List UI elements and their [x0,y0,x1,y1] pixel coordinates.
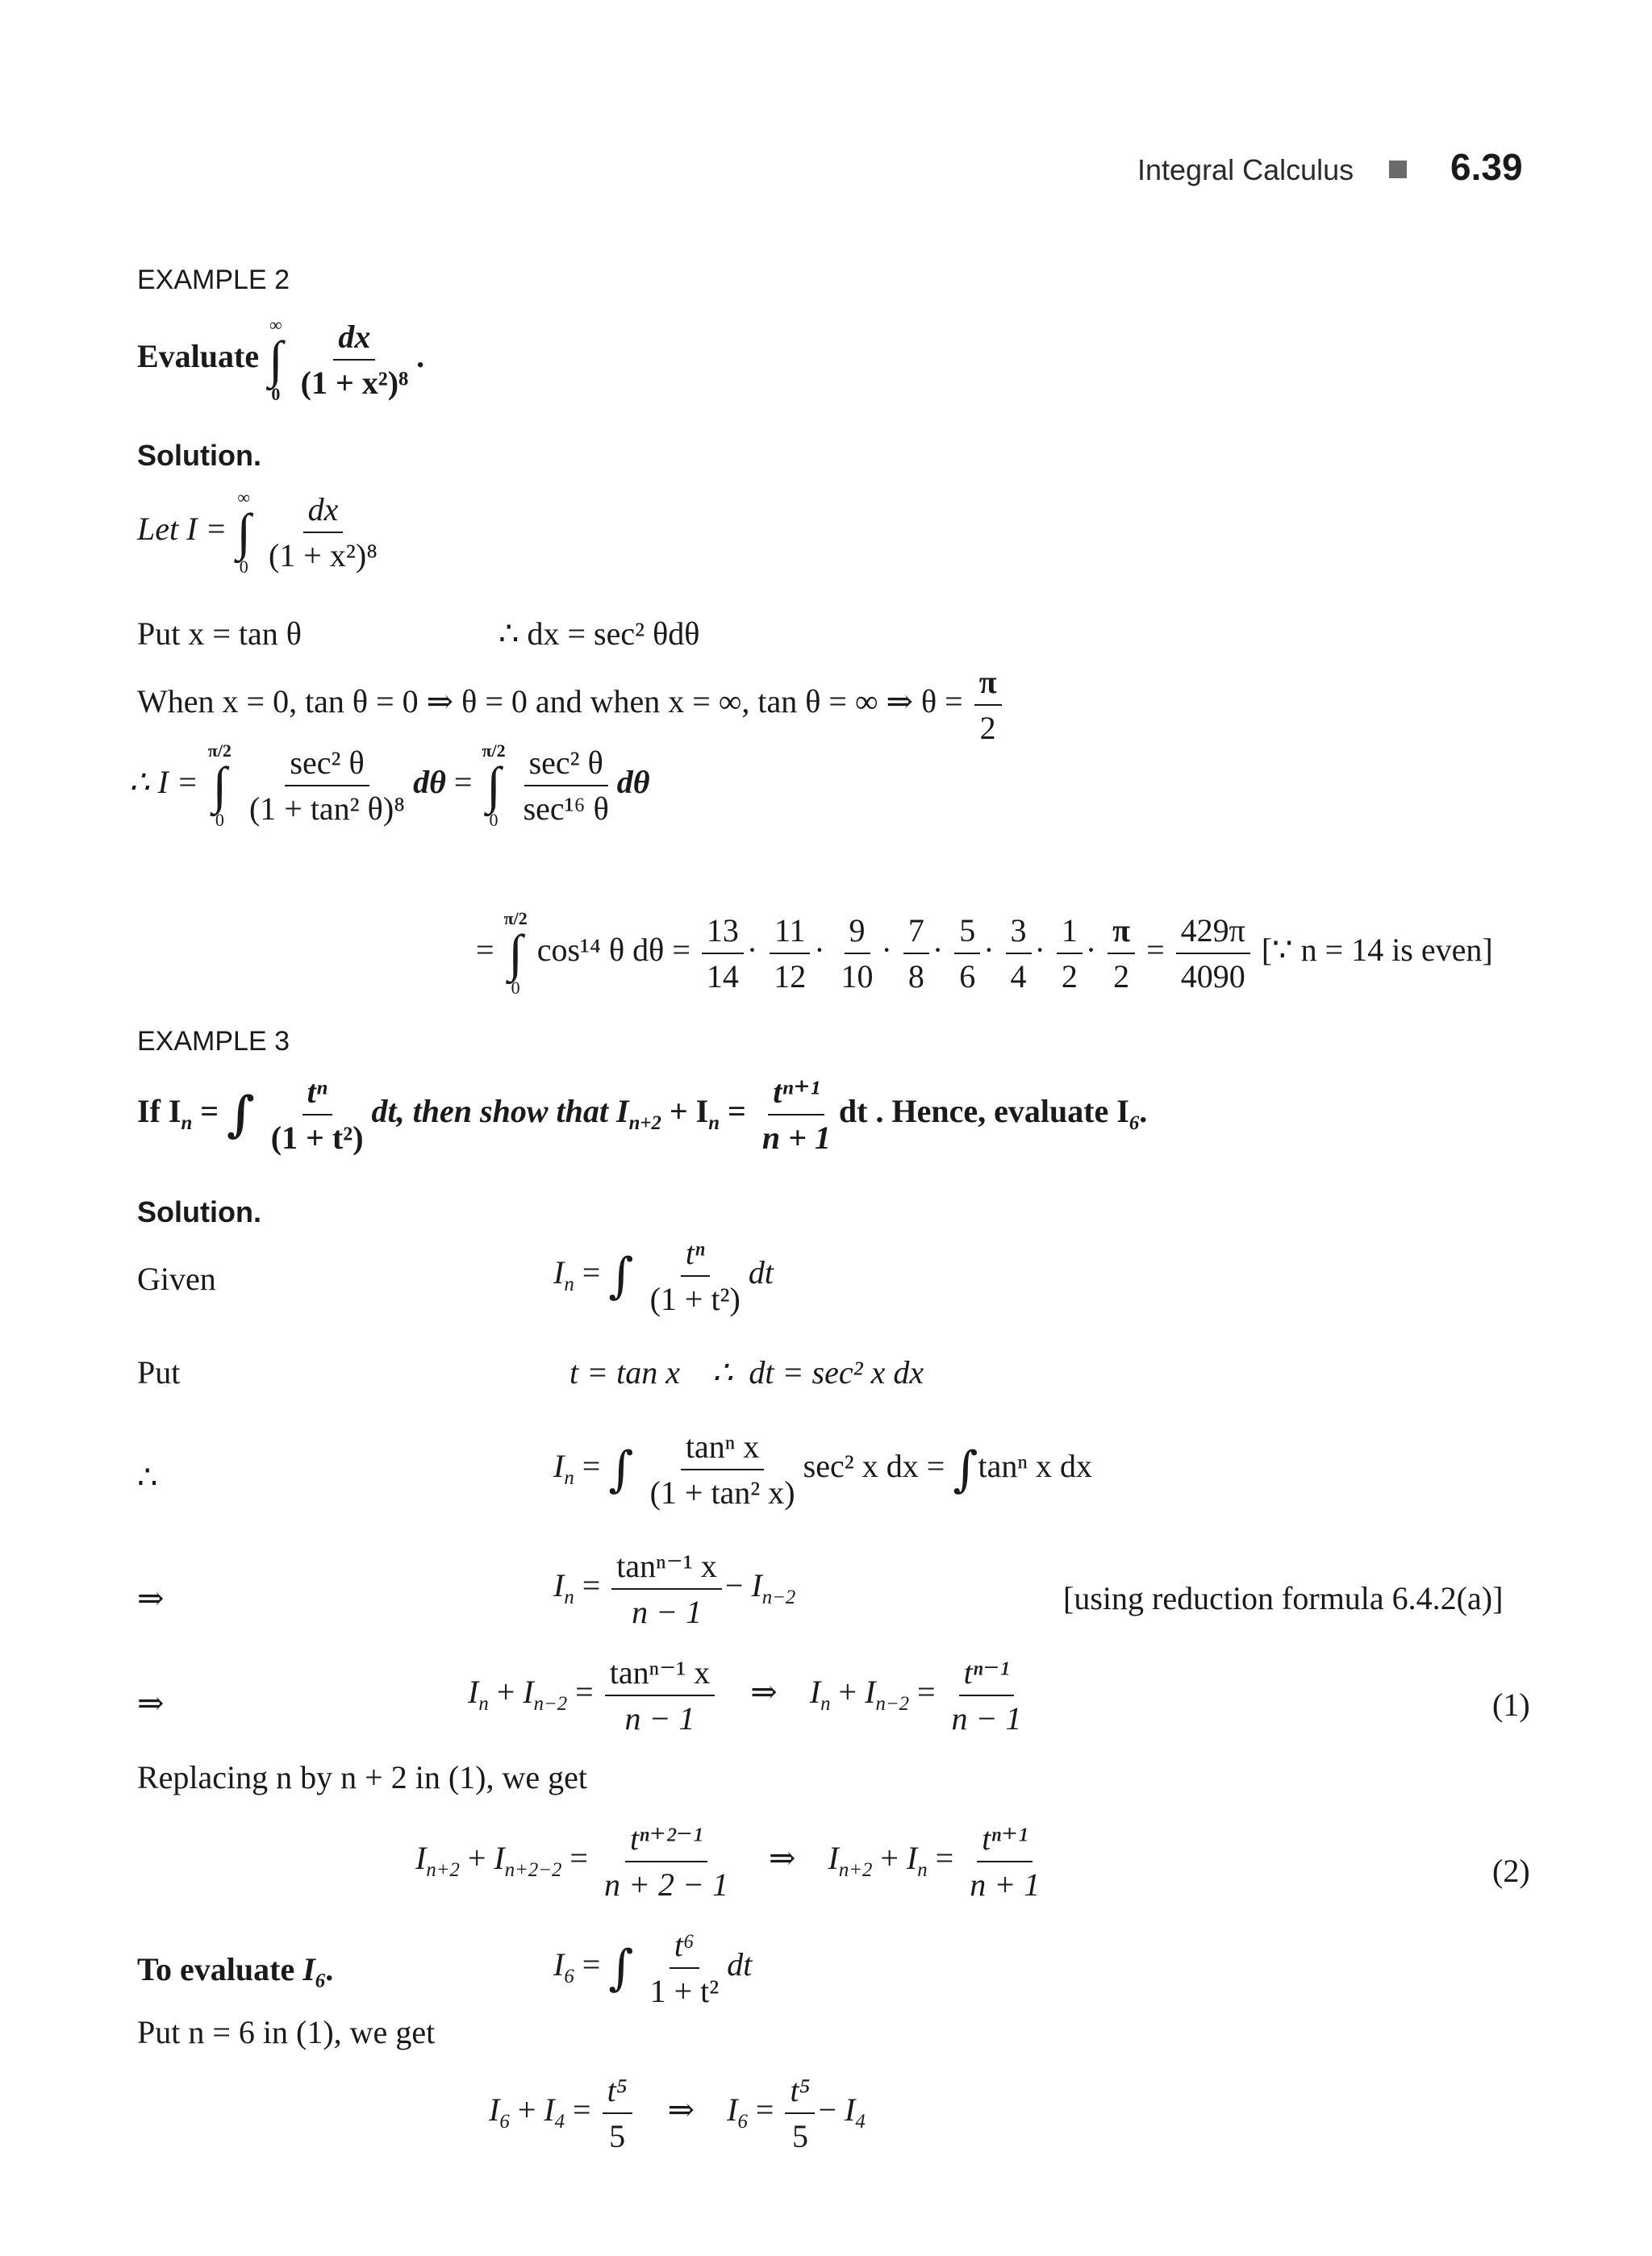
even-note: [∵ n = 14 is even] [1261,932,1493,969]
replacing-text: Replacing n by n + 2 in (1), we get [137,1759,587,1795]
evaluate-word: Evaluate [137,338,260,375]
implies-label-1: ⇒ [137,1580,165,1616]
given-equation: $I_n$ = ∫ $\frac{\text{tⁿ}}{\text{(1 + t²)}}$ dt [553,1235,774,1317]
equation-2: $I_{n+2} + I_{n+2-2}$ = $\frac{\text{tⁿ⁺²⁻¹}}{n + 2 - 1}$ ⇒ $I_{n+2} + I_n$ = $\frac{\text{tⁿ⁺¹}}{n + 1}$ [415,1820,1041,1903]
wallis-product-line: = π/2 ∫ 0 cos¹⁴ θ dθ = $\frac{13}{14}$ · $\frac{11}{12}$ · $\frac{9}{10}$ · $\frac{7}{8}$ · $\frac{5}{6}$ · $\frac{3}{4}$ · $\frac{1}{2}$ · $\frac{\pi}{2}$ = $\frac{429\pi}{4090}$ [∵ n = 14 is even] [476,908,1493,998]
reduction-note: [using reduction formula 6.4.2(a)] [1063,1580,1504,1616]
dx-substitution: ∴ dx = sec² θdθ [499,615,700,652]
put-label: Put [137,1354,181,1391]
implies-label-2: ⇒ [137,1685,165,1721]
product-frac: $\frac{9}{10}$ [841,912,874,995]
example-2-label: EXAMPLE 2 [137,265,290,295]
put-substitution: Put x = tan θ [137,615,302,652]
product-frac: $\frac{1}{2}$ [1057,911,1083,995]
transformed-integral: $I_n$ = ∫ $\frac{\text{tanⁿ x}}{\text{(1 + tan² x)}}$ sec² x dx = ∫tanⁿ x dx [553,1428,1092,1511]
example-3-statement: If $I_n$ = ∫ $\frac{\text{tⁿ}}{\text{(1 + t²)}}$ dt, then show that $I_{n+2} + I_n$ = $\frac{\text{tⁿ⁺¹}}{n + 1}$ dt . Hence, evaluate $I_6$. [137,1074,1148,1156]
equation-number-1: (1) [1492,1687,1530,1723]
example-2-statement: Evaluate ∞ ∫ 0 $\frac{dx}{\text{(1 + x²)⁸}}$ . [137,315,425,404]
i-transform-line: ∴ I = π/2 ∫ 0 $\frac{\text{sec² θ}}{\text{(1 + tan² θ)⁸}}$ dθ = π/2 ∫ 0 $\frac{\text{sec² θ}}{\text{sec¹⁶ θ}}$ dθ [129,740,650,830]
product-frac: $\frac{11}{12}$ [769,911,811,995]
running-header-title: Integral Calculus [1137,153,1354,186]
equation-number-2: (2) [1492,1853,1530,1889]
tan-substitution: t = tan x ∴ dt = sec² x dx [569,1354,924,1391]
given-label: Given [137,1261,216,1297]
example-2-solution-label: Solution. [137,439,261,472]
example-3-label: EXAMPLE 3 [137,1026,290,1057]
product-frac: $\frac{13}{14}$ [702,911,744,995]
integrand-fraction: $\frac{dx}{\text{(1 + x²)⁸}}$ [300,319,409,401]
put-n6-text: Put n = 6 in (1), we get [137,2014,436,2050]
integral-sign: ∞ ∫ 0 [269,315,283,404]
i6-integral: $I_6$ = ∫ $\frac{\text{t⁶}}{\text{1 + t²}}$ dt [553,1927,753,2009]
equation-1: $I_n + I_{n-2}$ = $\frac{\text{tanⁿ⁻¹ x}}{n - 1}$ ⇒ $I_n + I_{n-2}$ = $\frac{\text{tⁿ⁻¹}}{n - 1}$ [468,1654,1022,1737]
reduction-equation: $I_n$ = $\frac{\text{tanⁿ⁻¹ x}}{n - 1}$ − $I_{n-2}$ [553,1548,796,1630]
limits-change-line: When x = 0, tan θ = 0 ⇒ θ = 0 and when x = ∞, tan θ = ∞ ⇒ θ = $\frac{\pi}{2}$ [137,663,1005,747]
product-frac: $\frac{3}{4}$ [1006,911,1032,995]
therefore-label: ∴ [137,1459,158,1495]
header-square-icon [1389,161,1407,178]
result-frac: $\frac{429\pi}{4090}$ [1176,911,1250,995]
to-evaluate-label: To evaluate $I_6$. [137,1951,334,1992]
product-frac: $\frac{\pi}{2}$ [1108,911,1135,995]
final-equation: $I_6 + I_4$ = $\frac{\text{t⁵}}{5}$ ⇒ $I_6$ = $\frac{\text{t⁵}}{5}$ − $I_4$ [489,2072,866,2154]
page-number: 6.39 [1450,146,1523,188]
let-equation: Let I = ∞ ∫ 0 $\frac{dx}{\text{(1 + x²)⁸}}$ [137,487,378,577]
example-3-solution-label: Solution. [137,1195,261,1228]
product-frac: $\frac{5}{6}$ [954,911,980,995]
product-frac: $\frac{7}{8}$ [903,911,929,995]
